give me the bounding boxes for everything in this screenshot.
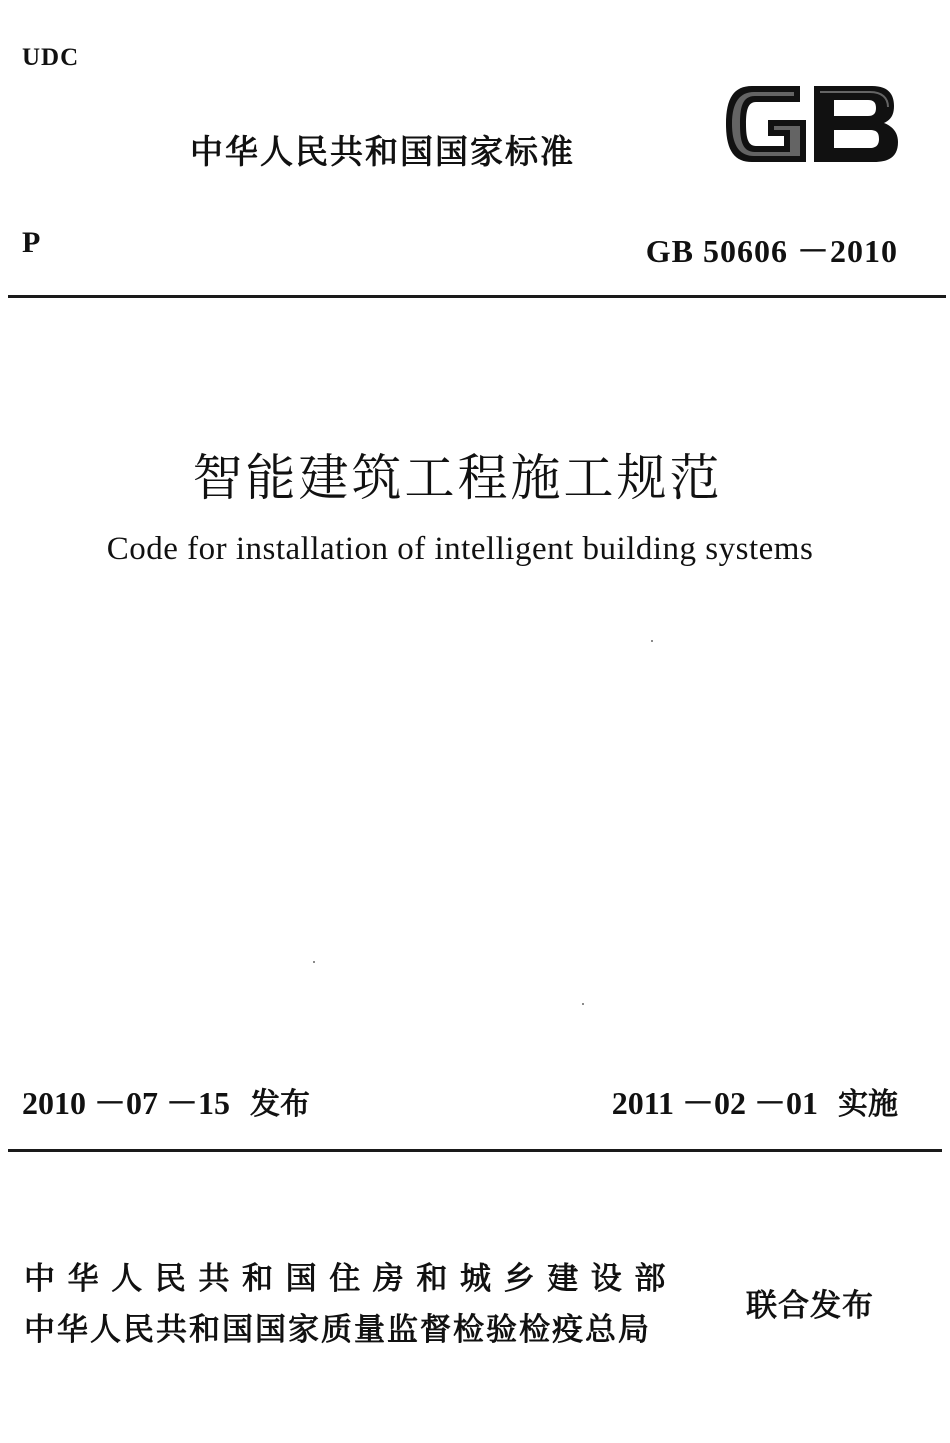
bottom-divider xyxy=(8,1149,942,1152)
category-code: P xyxy=(22,226,41,259)
title-chinese: 智能建筑工程施工规范 xyxy=(192,449,723,507)
issuer-ministry: 中华人民共和国住房和城乡建设部 xyxy=(24,1261,678,1297)
scan-speck xyxy=(651,640,653,642)
implement-label: 实施 xyxy=(838,1087,898,1122)
gb-logo-icon xyxy=(722,78,900,170)
top-divider xyxy=(8,295,946,298)
joint-issue-label: 联合发布 xyxy=(746,1288,874,1324)
issue-date: 2010 －07 －15 xyxy=(22,1085,231,1121)
scan-speck xyxy=(582,1003,584,1005)
issuer-administration: 中华人民共和国国家质量监督检验检疫总局 xyxy=(24,1312,651,1348)
issue-label: 发布 xyxy=(250,1087,311,1122)
scan-speck xyxy=(313,961,315,963)
udc-label: UDC xyxy=(22,44,80,71)
issue-date-line xyxy=(22,1078,310,1124)
implement-date: 2011 －02 －01 xyxy=(611,1085,818,1121)
standard-type-heading: 中华人民共和国国家标准 xyxy=(190,132,575,171)
implement-date-line xyxy=(612,1078,898,1124)
title-english: Code for installation of intelligent building systems xyxy=(106,531,814,567)
standard-number: GB 50606 －2010 xyxy=(645,233,898,269)
